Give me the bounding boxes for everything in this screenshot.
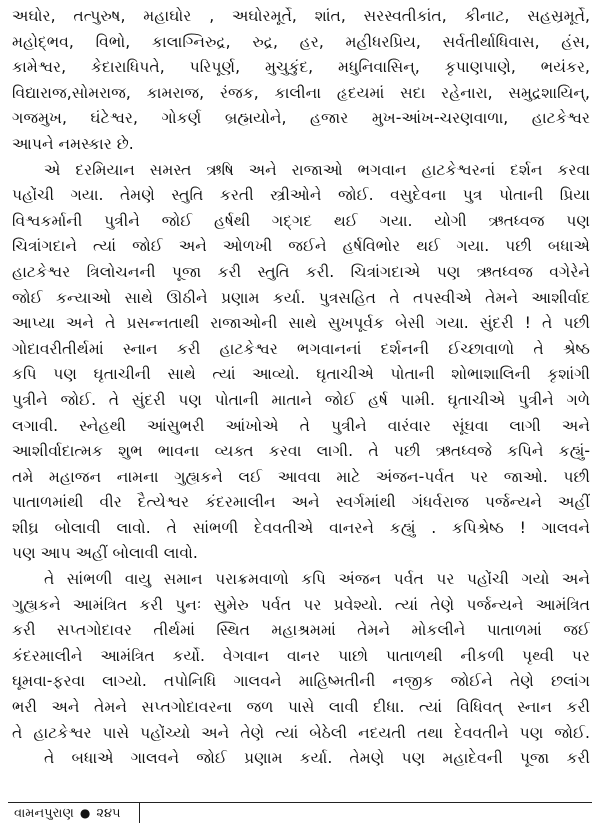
text-line: કપિ પણ ઘૃતાચીની સાથે ત્યાં આવ્યો. ઘૃતાચીએ પોતાની શોભાશાલિની કૃશાંગી (12, 365, 590, 384)
text-line: તમે મહાજન નામના ગુહ્યકને લઈ આવવા માટે અંજન-પર્વત પર જાઓ. પછી (12, 467, 590, 486)
footer-label (8, 803, 140, 823)
text-line: એ દરમિયાન સમસ્ત ઋષિ અને રાજાઓ ભગવાન હાટકેશ્વરનાં દર્શન કરવા (44, 160, 590, 179)
text-line: હાટકેશ્વર ત્રિલોચનની પૂજા કરી સ્તુતિ કરી. ચિત્રાંગદાએ પણ ઋતધ્વજ વગેરેને (12, 262, 590, 281)
text-line: લગાવી. સ્નેહથી આંસુભરી આંખોએ તે પુત્રીને વારંવાર સૂંઘવા લાગી અને (12, 416, 590, 435)
text-line: મહોદ્ભવ, વિભો, કાલાગ્નિરુદ્ર, રુદ્ર, હર, મહીધરપ્રિય, સર્વતીર્થાધિવાસ, હંસ, (12, 32, 590, 51)
book-title: વામનપુરાણ (14, 805, 74, 821)
text-line: તે બધાએ ગાલવને જોઈ પ્રણામ કર્યા. તેમણે પણ મહાદેવની પૂજા કરી (44, 749, 590, 768)
text-line: ગુહ્યકને આમંત્રિત કરી પુનઃ સુમેરુ પર્વત પર પ્રવેશ્યો. ત્યાં તેણે પર્જન્યને આમંત્રિત (12, 595, 590, 614)
text-line: પણ આપ અહીં બોલાવી લાવો. (12, 544, 198, 563)
text-line: વિશ્વકર્માની પુત્રીને જોઈ હર્ષથી ગદ્ગદ થઈ ગયા. યોગી ઋતધ્વજ પણ (12, 211, 590, 230)
text-line: તે હાટકેશ્વર પાસે પહોંચ્યો અને તેણે ત્યાં બેઠેલી નદયતી તથા દેવવતીને પણ જોઈ. (12, 723, 590, 742)
text-line: વિદ્યારાજ,સોમરાજ, કામરાજ, રંજક, કાલીના હૃદયમાં સદા રહેનારા, સમુદ્રશાયિન્, (12, 83, 590, 102)
text-line: પાતાળમાંથી વીર દૈત્યેશ્વર કંદરમાલીન અને સ્વર્ગમાંથી ગંધર્વરાજ પર્જન્યને અહીં (12, 493, 590, 512)
text-line: ચિત્રાંગદાને ત્યાં જોઈ અને ઓળખી જઈને હર્ષવિભોર થઈ ગયા. પછી બધાએ (12, 237, 590, 256)
text-line: કામેશ્વર, કેદારાધિપતે, પરિપૂર્ણ, મુચુકુંદ, મધુનિવાસિન્, કૃપાણપાણે, ભયંકર, (12, 58, 590, 77)
text-line: ગોદાવરીતીર્થમાં સ્નાન કરી હાટકેશ્વર ભગવાનનાં દર્શનની ઈચ્છાવાળો તે શ્રેષ્ઠ (12, 339, 590, 358)
text-line: ઘૂમવા-ફરવા લાગ્યો. તપોનિધિ ગાલવને માહિષ્મતીની નજીક જોઈને તેણે છલાંગ (12, 672, 590, 691)
text-line: ભરી અને તેમને સપ્તગોદાવરના જળ પાસે લાવી દીધા. ત્યાં વિધિવત્ સ્નાન કરી (12, 698, 590, 717)
bullet-icon: ● (79, 806, 91, 820)
text-line: પુત્રીને જોઈ. તે સુંદરી પણ પોતાની માતાને જોઈ હર્ષ પામી. ઘૃતાચીએ પુત્રીને ગળે (12, 390, 590, 409)
text-line: અઘોર, તત્પુરુષ, મહાઘોર , અઘોરમૂર્તે, શાંત, સરસ્વતીકાંત, કીનાટ, સહસ્રમૂર્તે, (12, 7, 590, 25)
page-number: ૨૪૫ (96, 805, 121, 821)
text-line: શીઘ્ર બોલાવી લાવો. તે સાંભળી દેવવતીએ વાનરને કહ્યું . કપિશ્રેષ્ઠ ! ગાલવને (12, 518, 590, 537)
text-line: આપને નમસ્કાર છે. (12, 134, 134, 153)
text-line: આપ્યા અને તે પ્રસન્નતાથી રાજાઓની સાથે સુખપૂર્વક બેસી ગયા. સુંદરી ! તે પછી (12, 314, 590, 333)
text-line: કરી સપ્તગોદાવર તીર્થમાં સ્થિત મહાશ્રમમાં તેમને મોકલીને પાતાળમાં જઈ (12, 621, 590, 640)
body-text (12, 4, 590, 772)
text-line: આશીર્વાદાત્મક શુભ ભાવના વ્યક્ત કરવા લાગી. તે પછી ઋતધ્વજે કપિને કહ્યું- (12, 442, 590, 461)
text-line: જોઈ કન્યાઓ સાથે ઊઠીને પ્રણામ કર્યા. પુત્રસહિત તે તપસ્વીએ તેમને આશીર્વાદ (12, 288, 590, 307)
text-line: ગજમુખ, ઘંટેશ્વર, ગોકર્ણ બ્રહ્મયોને, હજાર મુખ-આંખ-ચરણવાળા, હાટકેશ્વર (12, 109, 590, 128)
page-footer (8, 802, 592, 823)
text-line: કંદરમાલીને આમંત્રિત કર્યો. વેગવાન વાનર પાછો પાતાળથી નીકળી પૃથ્વી પર (12, 646, 590, 665)
text-line: તે સાંભળી વાયુ સમાન પરાક્રમવાળો કપિ અંજન પર્વત પર પહોંચી ગયો અને (44, 570, 590, 589)
text-line: પહોંચી ગયા. તેમણે સ્તુતિ કરતી સ્ત્રીઓને જોઈ. વસુદેવના પુત્ર પોતાની પ્રિયા (12, 186, 590, 205)
